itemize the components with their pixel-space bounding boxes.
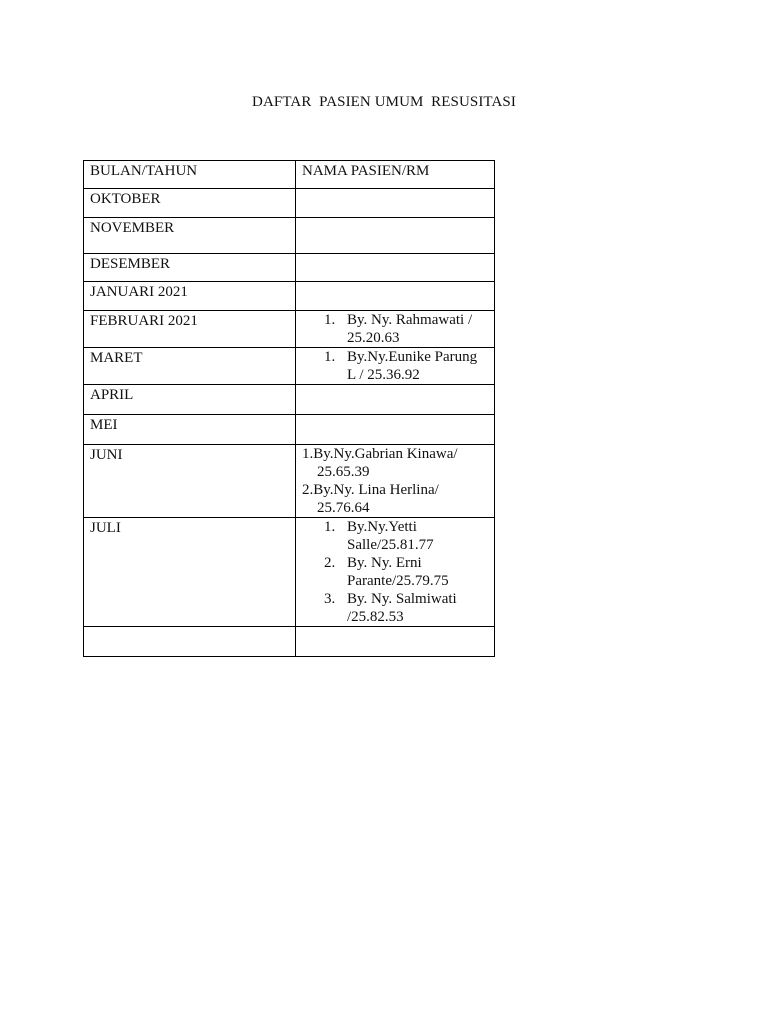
- patient-cell: [296, 254, 495, 282]
- patient-list: [302, 445, 488, 517]
- patient-cell: [296, 415, 495, 445]
- entry-text: By.Ny.Eunike Parung L / 25.36.92: [347, 349, 478, 383]
- header-name-label: NAMA PASIEN/RM: [302, 163, 430, 179]
- header-month-label: BULAN/TAHUN: [90, 163, 198, 179]
- month-cell: [84, 254, 296, 282]
- month-cell: [84, 282, 296, 311]
- document-title: DAFTAR PASIEN UMUM RESUSITASI: [252, 94, 516, 110]
- month-cell: [84, 218, 296, 254]
- patient-entry: 1.By.Ny.Gabrian Kinawa/ 25.65.39: [302, 446, 458, 480]
- entry-number: 1.: [324, 519, 336, 535]
- patient-cell: [296, 218, 495, 254]
- month-label: [90, 627, 289, 628]
- patient-entry: [302, 518, 488, 554]
- patient-list: [302, 311, 488, 347]
- month-cell: [84, 627, 296, 657]
- month-label: JUNI: [90, 447, 123, 463]
- patient-cell: [296, 311, 495, 348]
- month-label: FEBRUARI 2021: [90, 313, 198, 329]
- patient-entry: [302, 590, 488, 626]
- month-label: MARET: [90, 350, 143, 366]
- month-label: OKTOBER: [90, 191, 161, 207]
- month-cell: [84, 445, 296, 518]
- table-header-row: [84, 161, 495, 189]
- entry-number: 1.: [324, 349, 336, 365]
- entry-text: By. Ny. Rahmawati / 25.20.63: [347, 312, 473, 346]
- patient-cell: [296, 445, 495, 518]
- entry-text: By. Ny. Erni Parante/25.79.75: [347, 555, 449, 589]
- patient-cell: [296, 189, 495, 218]
- entry-number: 1.: [324, 312, 336, 328]
- table-row: [84, 189, 495, 218]
- entry-number: 2.: [324, 555, 336, 571]
- header-month-cell: [84, 161, 296, 189]
- patient-list: [302, 348, 488, 384]
- month-cell: [84, 385, 296, 415]
- patient-table: [83, 160, 495, 657]
- table-row: [84, 518, 495, 627]
- patient-cell: [296, 385, 495, 415]
- patient-cell: [296, 348, 495, 385]
- table-row: [84, 627, 495, 657]
- table-row: [84, 254, 495, 282]
- patient-cell: [296, 518, 495, 627]
- table-row: [84, 311, 495, 348]
- table-row: [84, 348, 495, 385]
- patient-cell: [296, 282, 495, 311]
- entry-number: 3.: [324, 591, 336, 607]
- month-label: JULI: [90, 520, 121, 536]
- month-label: DESEMBER: [90, 256, 171, 272]
- table-row: [84, 218, 495, 254]
- patient-entry: [302, 554, 488, 590]
- patient-entry: 2.By.Ny. Lina Herlina/ 25.76.64: [302, 482, 439, 516]
- month-cell: [84, 518, 296, 627]
- header-name-cell: [296, 161, 495, 189]
- month-cell: [84, 311, 296, 348]
- month-cell: [84, 415, 296, 445]
- table-row: [84, 385, 495, 415]
- patient-entry: [302, 311, 488, 347]
- month-label: APRIL: [90, 387, 134, 403]
- table-row: [84, 282, 495, 311]
- patient-list: [302, 518, 488, 626]
- patient-entry: [302, 348, 488, 384]
- month-label: JANUARI 2021: [90, 284, 188, 300]
- month-label: NOVEMBER: [90, 220, 175, 236]
- entry-text: By.Ny.Yetti Salle/25.81.77: [347, 519, 434, 553]
- entry-text: By. Ny. Salmiwati /25.82.53: [347, 591, 457, 625]
- month-cell: [84, 348, 296, 385]
- patient-cell: [296, 627, 495, 657]
- month-label: MEI: [90, 417, 118, 433]
- table-row: [84, 415, 495, 445]
- month-cell: [84, 189, 296, 218]
- table-row: [84, 445, 495, 518]
